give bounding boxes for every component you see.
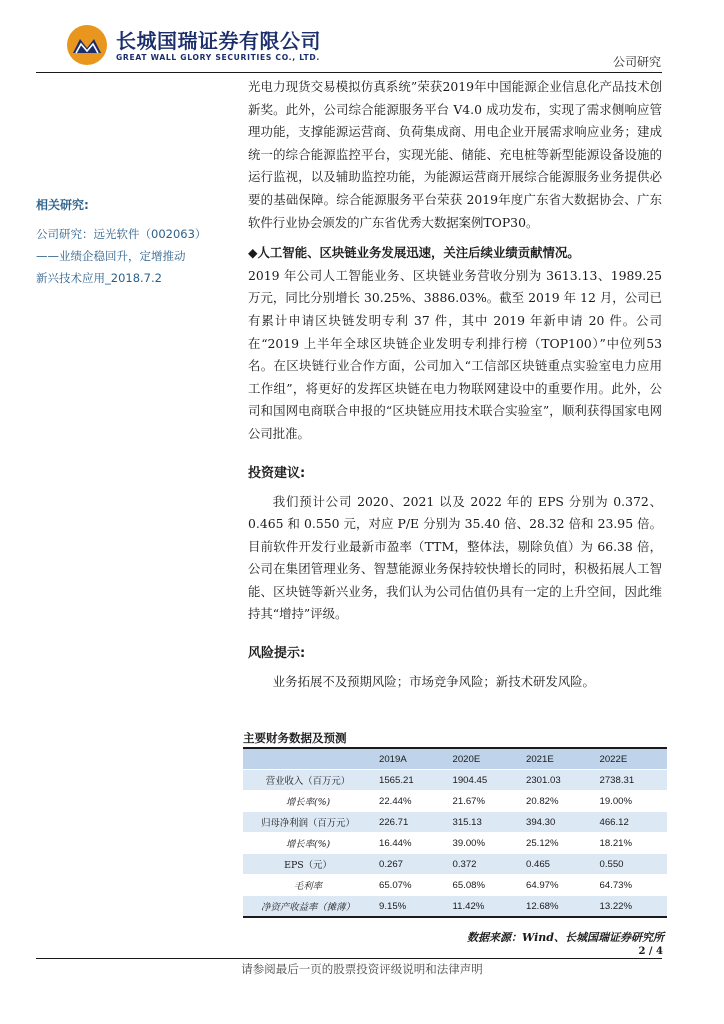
row-label: 归母净利润（百万元） (243, 812, 373, 833)
table-row (243, 854, 667, 875)
table-cell: 0.465 (520, 854, 594, 875)
table-row (243, 833, 667, 854)
table-header-cell: 2021E (520, 748, 594, 770)
footer-divider (36, 958, 662, 959)
data-source-note: 数据来源：Wind、长城国瑞证券研究所 (466, 931, 664, 944)
footer-disclaimer[interactable]: 请参阅最后一页的股票投资评级说明和法律声明 (241, 962, 483, 976)
row-label: 毛利率 (243, 875, 373, 896)
table-cell: 21.67% (447, 791, 521, 812)
company-logo-icon (66, 24, 108, 66)
investment-advice-text: 我们预计公司 2020、2021 以及 2022 年的 EPS 分别为 0.372、0.465 和 0.550 元，对应 P/E 分别为 35.40 倍、28.32 倍和 23.95 倍。目前软件开发行业最新市盈率（TTM，整体法，剔除负值）为 66.38 倍，公司在集团管理业务、智慧能源业务保持较快增长的同时，积极拓展人工智能、区块链等新兴业务，我们认为公司估值仍具有一定的上升空间，因此维持其“增持”评级。 (248, 493, 662, 622)
table-row (243, 896, 667, 918)
row-label: EPS（元） (243, 854, 373, 875)
table-row (243, 770, 667, 791)
table-cell: 0.372 (447, 854, 521, 875)
header-divider (36, 72, 662, 73)
main-content (248, 76, 662, 694)
table-row (243, 875, 667, 896)
report-type: 公司研究 (612, 55, 661, 69)
table-cell: 1904.45 (447, 770, 521, 791)
page-header (0, 0, 724, 80)
table-cell: 65.07% (373, 875, 447, 896)
page-number: 2 / 4 (638, 946, 663, 957)
table-cell: 19.00% (594, 791, 668, 812)
table-cell: 0.550 (594, 854, 668, 875)
table-cell: 394.30 (520, 812, 594, 833)
investment-advice-heading: 投资建议: (248, 465, 306, 481)
risk-heading: 风险提示: (248, 646, 306, 662)
table-header-cell (243, 748, 373, 770)
body-paragraph: 2019 年公司人工智能业务、区块链业务营收分别为 3613.13、1989.25 万元，同比分别增长 30.25%、3886.03%。截至 2019 年 12 月，公司已有累计申请区块链发明专利 37 件，其中 2019 年新申请 20 件。公司在“2019 上半年全球区块链企业发明专利排行榜（TOP100）”中位列53名。在区块链行业合作方面，公司加入“工信部区块链重点实验室电力应用工作组”，将更好的发挥区块链在电力物联网建设中的重要作用。此外，公司和国网电商联合申报的“区块链应用技术联合实验室”，顺利获得国家电网公司批准。 (248, 267, 662, 441)
table-header-cell: 2020E (447, 748, 521, 770)
table-row (243, 791, 667, 812)
table-cell: 2301.03 (520, 770, 594, 791)
table-cell: 20.82% (520, 791, 594, 812)
table-cell: 11.42% (447, 896, 521, 918)
table-cell: 13.22% (594, 896, 668, 918)
row-label: 增长率(%) (243, 833, 373, 854)
table-cell: 25.12% (520, 833, 594, 854)
table-cell: 64.73% (594, 875, 668, 896)
table-cell: 0.267 (373, 854, 447, 875)
row-label: 增长率(%) (243, 791, 373, 812)
related-research-sidebar (36, 196, 226, 289)
table-cell: 226.71 (373, 812, 447, 833)
table-cell: 18.21% (594, 833, 668, 854)
table-header-cell: 2022E (594, 748, 668, 770)
table-cell: 16.44% (373, 833, 447, 854)
table-header-row (243, 748, 667, 770)
body-paragraph: 光电力现货交易模拟仿真系统”荣获2019年中国能源企业信息化产品技术创新奖。此外，公司综合能源服务平台 V4.0 成功发布，实现了需求侧响应管理功能，支撑能源运营商、负荷集成商、用电企业开展需求响应业务；建成统一的综合能源监控平台，实现光能、储能、充电桩等新型能源设备设施的运行监视，以及辅助监控功能，为能源运营商开展综合能源服务业务提供必要的基础保障。综合能源服务平台荣获 2019年度广东省大数据协会、广东软件行业协会颁发的广东省优秀大数据案例TOP30。 (248, 79, 662, 230)
related-research-line[interactable]: ——业绩企稳回升，定增推动 (36, 249, 186, 263)
table-cell: 65.08% (447, 875, 521, 896)
row-label: 净资产收益率（摊薄） (243, 896, 373, 918)
table-title: 主要财务数据及预测 (243, 731, 347, 745)
company-name-cn: 长城国瑞证券有限公司 (116, 29, 321, 53)
table-cell: 466.12 (594, 812, 668, 833)
table-cell: 12.68% (520, 896, 594, 918)
risk-text: 业务拓展不及预期风险；市场竞争风险；新技术研发风险。 (272, 674, 595, 690)
table-cell: 22.44% (373, 791, 447, 812)
table-cell: 64.97% (520, 875, 594, 896)
table-row (243, 812, 667, 833)
financial-data-table (243, 747, 667, 918)
related-research-title: 相关研究: (36, 198, 89, 212)
table-header-cell: 2019A (373, 748, 447, 770)
company-name-en: GREAT WALL GLORY SECURITIES CO., LTD. (116, 53, 320, 62)
row-label: 营业收入（百万元） (243, 770, 373, 791)
table-cell: 1565.21 (373, 770, 447, 791)
bullet-heading: ◆人工智能、区块链业务发展迅速，关注后续业绩贡献情况。 (248, 245, 580, 261)
table-cell: 9.15% (373, 896, 447, 918)
table-cell: 2738.31 (594, 770, 668, 791)
table-cell: 315.13 (447, 812, 521, 833)
related-research-line[interactable]: 公司研究：远光软件（002063） (36, 227, 207, 241)
table-cell: 39.00% (447, 833, 521, 854)
related-research-line[interactable]: 新兴技术应用_2018.7.2 (36, 271, 162, 285)
